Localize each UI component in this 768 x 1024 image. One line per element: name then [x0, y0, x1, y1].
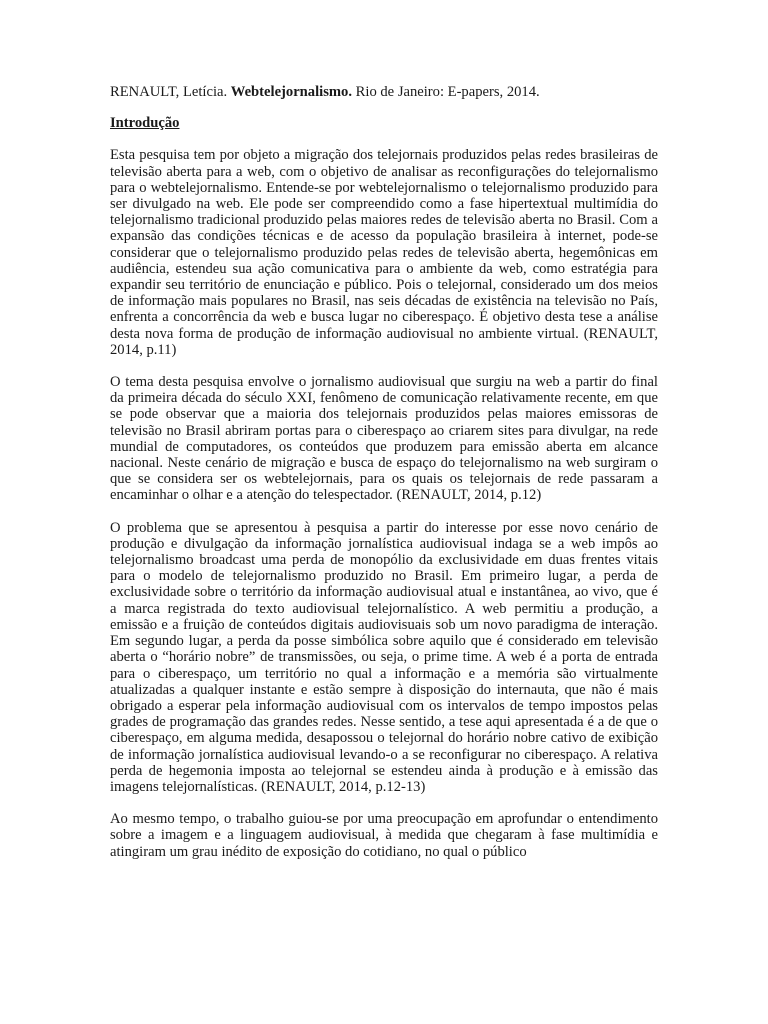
paragraph-4: Ao mesmo tempo, o trabalho guiou-se por uma preocupação em aprofundar o entendimento sobre a imagem e a linguagem audiovisual, à medida que chegaram à fase multimídia e atingiram um grau inédito de exposição do cotidiano, no qual o público	[110, 811, 658, 860]
document-page	[110, 84, 658, 876]
section-heading: Introdução	[110, 115, 180, 132]
paragraph-2: O tema desta pesquisa envolve o jornalismo audiovisual que surgiu na web a partir do final da primeira década do século XXI, fenômeno de comunicação relativamente recente, em que se pode observar que a maioria dos telejornais produzidos pelas maiores emissoras de televisão no Brasil abriram portas para o ciberespaço ao criarem sites para divulgar, na rede mundial de computadores, os conteúdos que produzem para emissão aberta em alcance nacional. Neste cenário de migração e busca de espaço do telejornalismo na web surgiram o que se considera ser os webtelejornais, para os quais os telejornais de rede passaram a encaminhar o olhar e a atenção do telespectador. (RENAULT, 2014, p.12)	[110, 374, 658, 504]
reference-title: Webtelejornalismo.	[230, 84, 352, 100]
reference-publication: Rio de Janeiro: E-papers, 2014.	[355, 84, 540, 100]
paragraph-3: O problema que se apresentou à pesquisa a partir do interesse por esse novo cenário de produção e divulgação da informação jornalística audiovisual indaga se a web impôs ao telejornalismo broadcast uma perda de monopólio da exclusividade em duas frentes vitais para o modelo de telejornalismo produzido no Brasil. Em primeiro lugar, a perda de exclusividade sobre o território da informação audiovisual atual e instantânea, ao vivo, que é a marca registrada do texto audiovisual telejornalístico. A web permitiu a produção, a emissão e a fruição de conteúdos digitais audiovisuais sob um novo paradigma de interação. Em segundo lugar, a perda da posse simbólica sobre aquilo que é considerado em televisão aberta o “horário nobre” de transmissões, ou seja, o prime time. A web é a porta de entrada para o ciberespaço, um território no qual a informação e a memória são virtualmente atualizadas a qualquer instante e estão sempre à disposição do internauta, que não é mais obrigado a esperar pela informação audiovisual com os intervalos de tempo impostos pelas grades de programação das grandes redes. Nesse sentido, a tese aqui apresentada é a de que o ciberespaço, em alguma medida, desapossou o telejornal do horário nobre cativo de exibição de informação jornalística audiovisual levando-o a se reconfigurar no ciberespaço. A relativa perda de hegemonia imposta ao telejornal se estendeu ainda à produção e à emissão das imagens telejornalísticas. (RENAULT, 2014, p.12-13)	[110, 519, 658, 795]
bibliographic-reference	[110, 84, 658, 100]
reference-author: RENAULT, Letícia.	[110, 84, 228, 100]
paragraph-1: Esta pesquisa tem por objeto a migração dos telejornais produzidos pelas redes brasileiras de televisão aberta para a web, com o objetivo de analisar as reconfigurações do telejornalismo para o webtelejornalismo. Entende-se por webtelejornalismo o telejornalismo produzido para ser divulgado na web. Ele pode ser compreendido como a fase hipertextual multimídia do telejornalismo tradicional produzido pelas maiores redes de televisão aberta no Brasil. Com a expansão das condições técnicas e de acesso da população brasileira à internet, pode-se considerar que o telejornalismo produzido pelas redes de televisão aberta, hegemônicas em audiência, estendeu sua ação comunicativa para o ambiente da web, como estratégia para expandir seu território de enunciação e público. Pois o telejornal, considerado um dos meios de informação mais populares no Brasil, nas seis décadas de existência na televisão no País, enfrenta a concorrência da web e busca lugar no ciberespaço. É objetivo desta tese a análise desta nova forma de produção de informação audiovisual no ambiente virtual. (RENAULT, 2014, p.11)	[110, 147, 658, 358]
